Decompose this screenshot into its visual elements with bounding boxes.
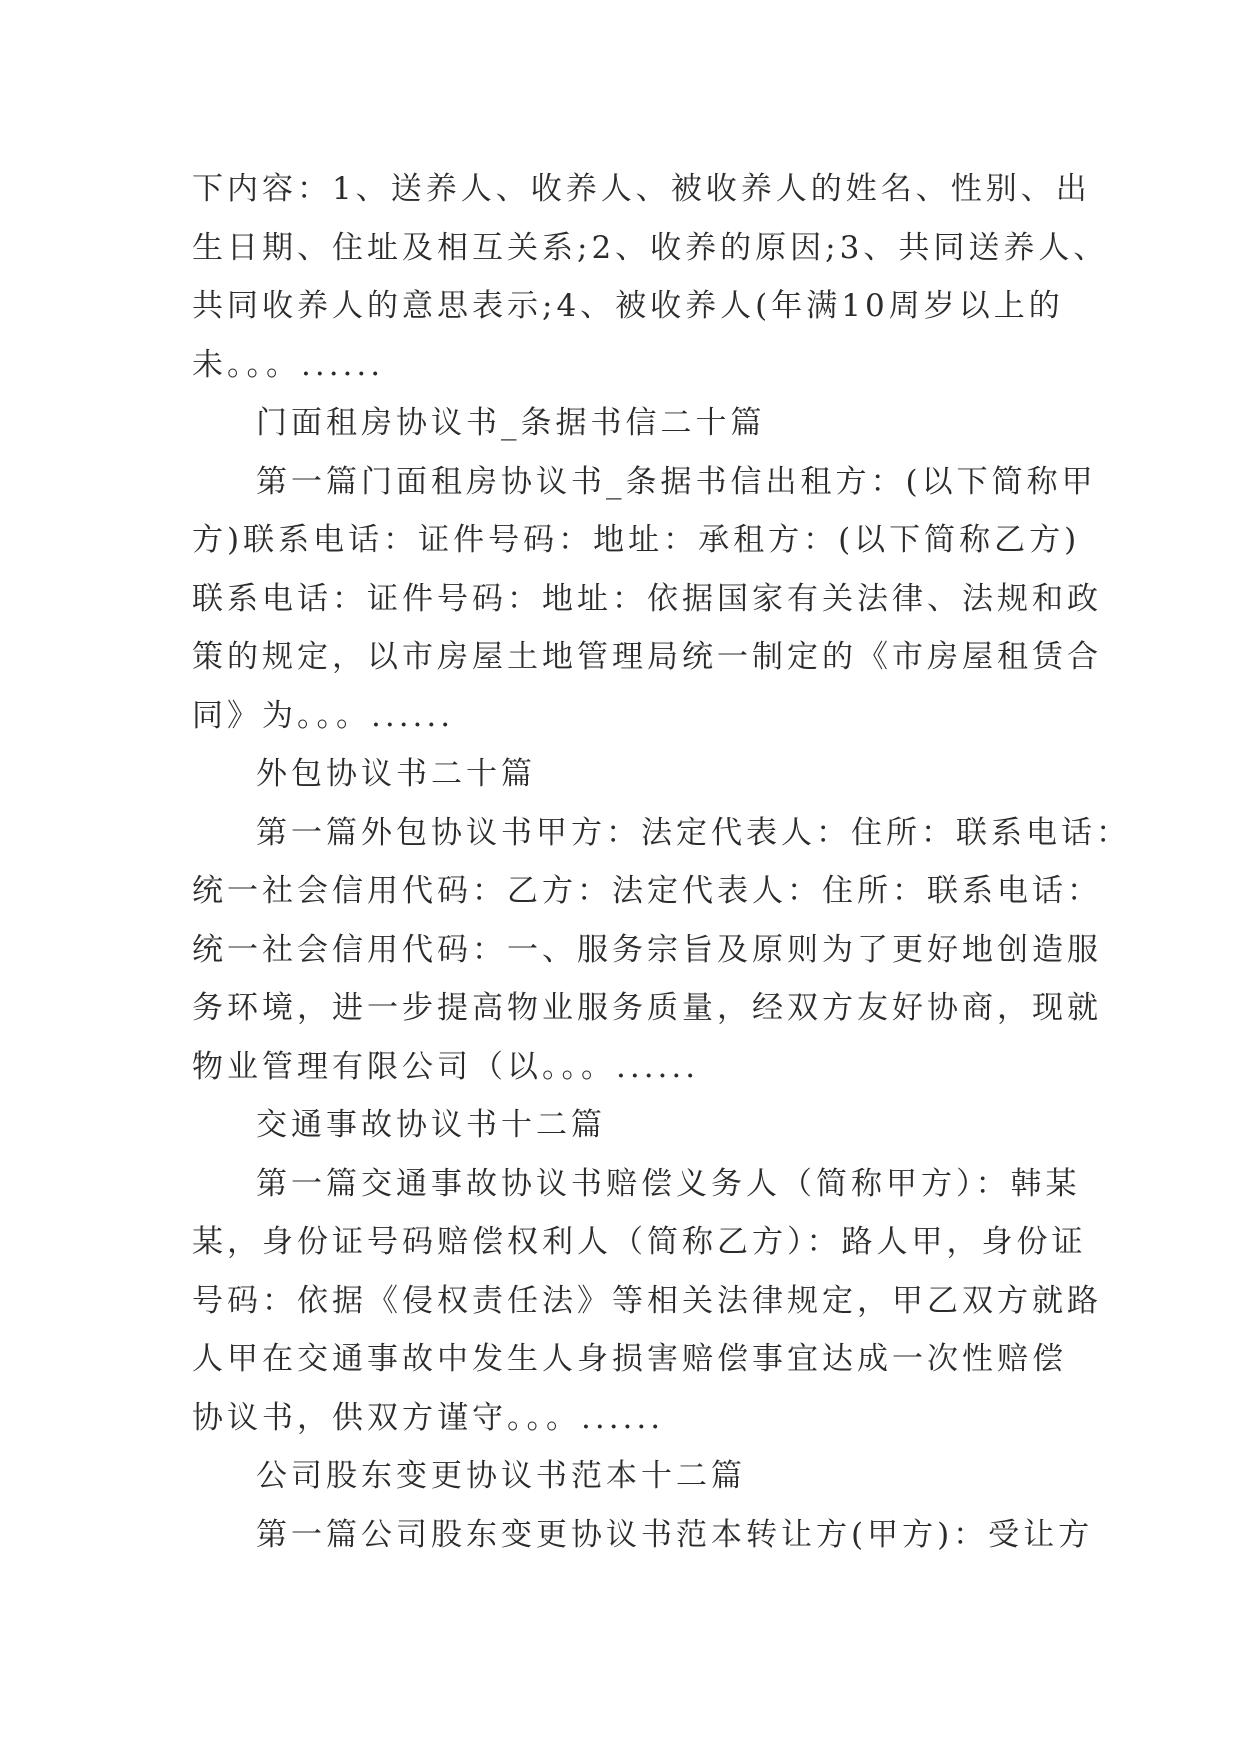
text-line: 共同收养人的意思表示;4、被收养人(年满10周岁以上的 (192, 288, 1064, 324)
text-line: 号码：依据《侵权责任法》等相关法律规定，甲乙双方就路 (192, 1282, 1102, 1319)
text-line: 统一社会信用代码：一、服务宗旨及原则为了更好地创造服 (192, 931, 1102, 968)
text-line: 第一篇外包协议书甲方：法定代表人：住所：联系电话： (256, 814, 1131, 851)
text-line: 统一社会信用代码：乙方：法定代表人：住所：联系电话： (192, 873, 1102, 909)
text-line: 生日期、住址及相互关系;2、收养的原因;3、共同送养人、 (192, 229, 1109, 266)
text-line: 同》为。。。...... (192, 697, 455, 734)
text-line: 第一篇门面租房协议书_条据书信出租方：(以下简称甲 (256, 463, 1097, 500)
text-line: 物业管理有限公司（以。。。...... (192, 1048, 700, 1085)
text-line: 联系电话：证件号码：地址：依据国家有关法律、法规和政 (192, 580, 1102, 617)
text-line: 协议书，供双方谨守。。。...... (192, 1399, 665, 1436)
section-heading: 门面租房协议书_条据书信二十篇 (256, 405, 766, 441)
text-line: 人甲在交通事故中发生人身损害赔偿事宜达成一次性赔偿 (192, 1341, 1067, 1377)
text-line: 某，身份证号码赔偿权利人（简称乙方）：路人甲，身份证 (192, 1224, 1087, 1260)
text-line: 务环境，进一步提高物业服务质量，经双方友好协商，现就 (192, 990, 1102, 1026)
text-line: 第一篇交通事故协议书赔偿义务人（简称甲方）：韩某 (256, 1165, 1081, 1202)
text-line: 第一篇公司股东变更协议书范本转让方(甲方)：受让方 (256, 1516, 1094, 1553)
text-line: 策的规定，以市房屋土地管理局统一制定的《市房屋租赁合 (192, 639, 1102, 675)
section-heading: 外包协议书二十篇 (256, 756, 536, 792)
document-body (192, 160, 1131, 1564)
text-line: 未。。。...... (192, 346, 385, 383)
text-line: 方)联系电话：证件号码：地址：承租方：(以下简称乙方) (192, 522, 1081, 558)
section-heading: 交通事故协议书十二篇 (256, 1107, 606, 1143)
text-line: 下内容：1、送养人、收养人、被收养人的姓名、性别、出 (192, 171, 1091, 207)
section-heading: 公司股东变更协议书范本十二篇 (256, 1458, 746, 1494)
